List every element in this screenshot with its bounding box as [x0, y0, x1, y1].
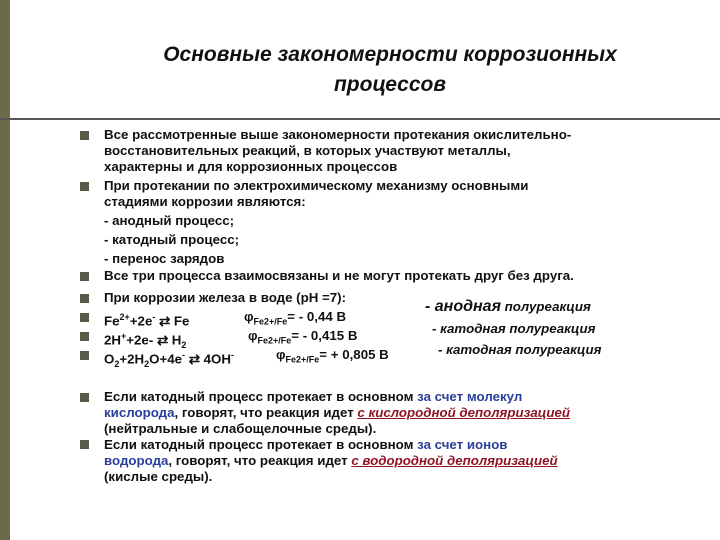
text-line: - катодный процесс; [104, 232, 240, 247]
title-line-1: Основные закономерности коррозионных [163, 43, 617, 66]
paragraph-oxygen-line-2: кислорода, говорят, что реакция идет с кислородной деполяризацией [104, 405, 571, 420]
text-line: стадиями коррозии являются: [104, 194, 306, 209]
bullet-marker [80, 332, 89, 341]
reaction-2-potential: $\varphi_{Fe2+/Fe}= - 0,415$ В [248, 328, 358, 346]
title-line-2: процессов [333, 73, 447, 96]
text-line: - анодный процесс; [104, 213, 235, 228]
bullet-marker [80, 440, 89, 449]
text-line: При коррозии железа в воде (рН =7): [104, 290, 347, 305]
text-line: восстановительных реакций, в которых участвуют металлы, [104, 143, 511, 158]
bullet-marker [80, 182, 89, 191]
reaction-3-potential: $\varphi_{Fe2+/Fe}= + 0,805$ В [276, 347, 389, 365]
paragraph-oxygen-line-1: Если катодный процесс протекает в основном за счет молекул [104, 389, 523, 404]
paragraph-hydrogen-line-3: (кислые среды). [104, 469, 213, 484]
reaction-3-equation: $O_2+2H_2O+4e^-$ ⇄ 4OH- [104, 350, 234, 370]
bullet-marker [80, 294, 89, 303]
reaction-2-equation: 2H++2e- ⇄ $H_2$ [104, 331, 187, 351]
paragraph-hydrogen-line-2: водорода, говорят, что реакция идет с водородной деполяризацией [104, 453, 558, 468]
text-line: - перенос зарядов [104, 251, 225, 266]
text-line: Все рассмотренные выше закономерности протекания окислительно- [104, 127, 572, 142]
bullet-marker [80, 313, 89, 322]
paragraph-hydrogen-line-1: Если катодный процесс протекает в основном за счет ионов [104, 437, 508, 452]
paragraph-oxygen-line-3: (нейтральные и слабощелочные среды). [104, 421, 377, 436]
reaction-3-label: - катодная полуреакция [438, 342, 602, 357]
bullet-marker [80, 351, 89, 360]
text-line: При протекании по электрохимическому механизму основными [104, 178, 529, 193]
reaction-1-label: - анодная полуреакция [425, 298, 591, 315]
reaction-2-label: - катодная полуреакция [432, 321, 596, 336]
text-line: характерны и для коррозионных процессов [104, 159, 398, 174]
text-line: Все три процесса взаимосвязаны и не могут протекать друг без друга. [104, 268, 574, 283]
reaction-1-potential: $\varphi_{Fe2+/Fe}= - 0,44$ В [244, 309, 347, 327]
bullet-marker [80, 393, 89, 402]
reaction-1-equation: $Fe^{2+}+2e^-$ ⇄ Fe [104, 312, 190, 329]
bullet-marker [80, 272, 89, 281]
bullet-marker [80, 131, 89, 140]
